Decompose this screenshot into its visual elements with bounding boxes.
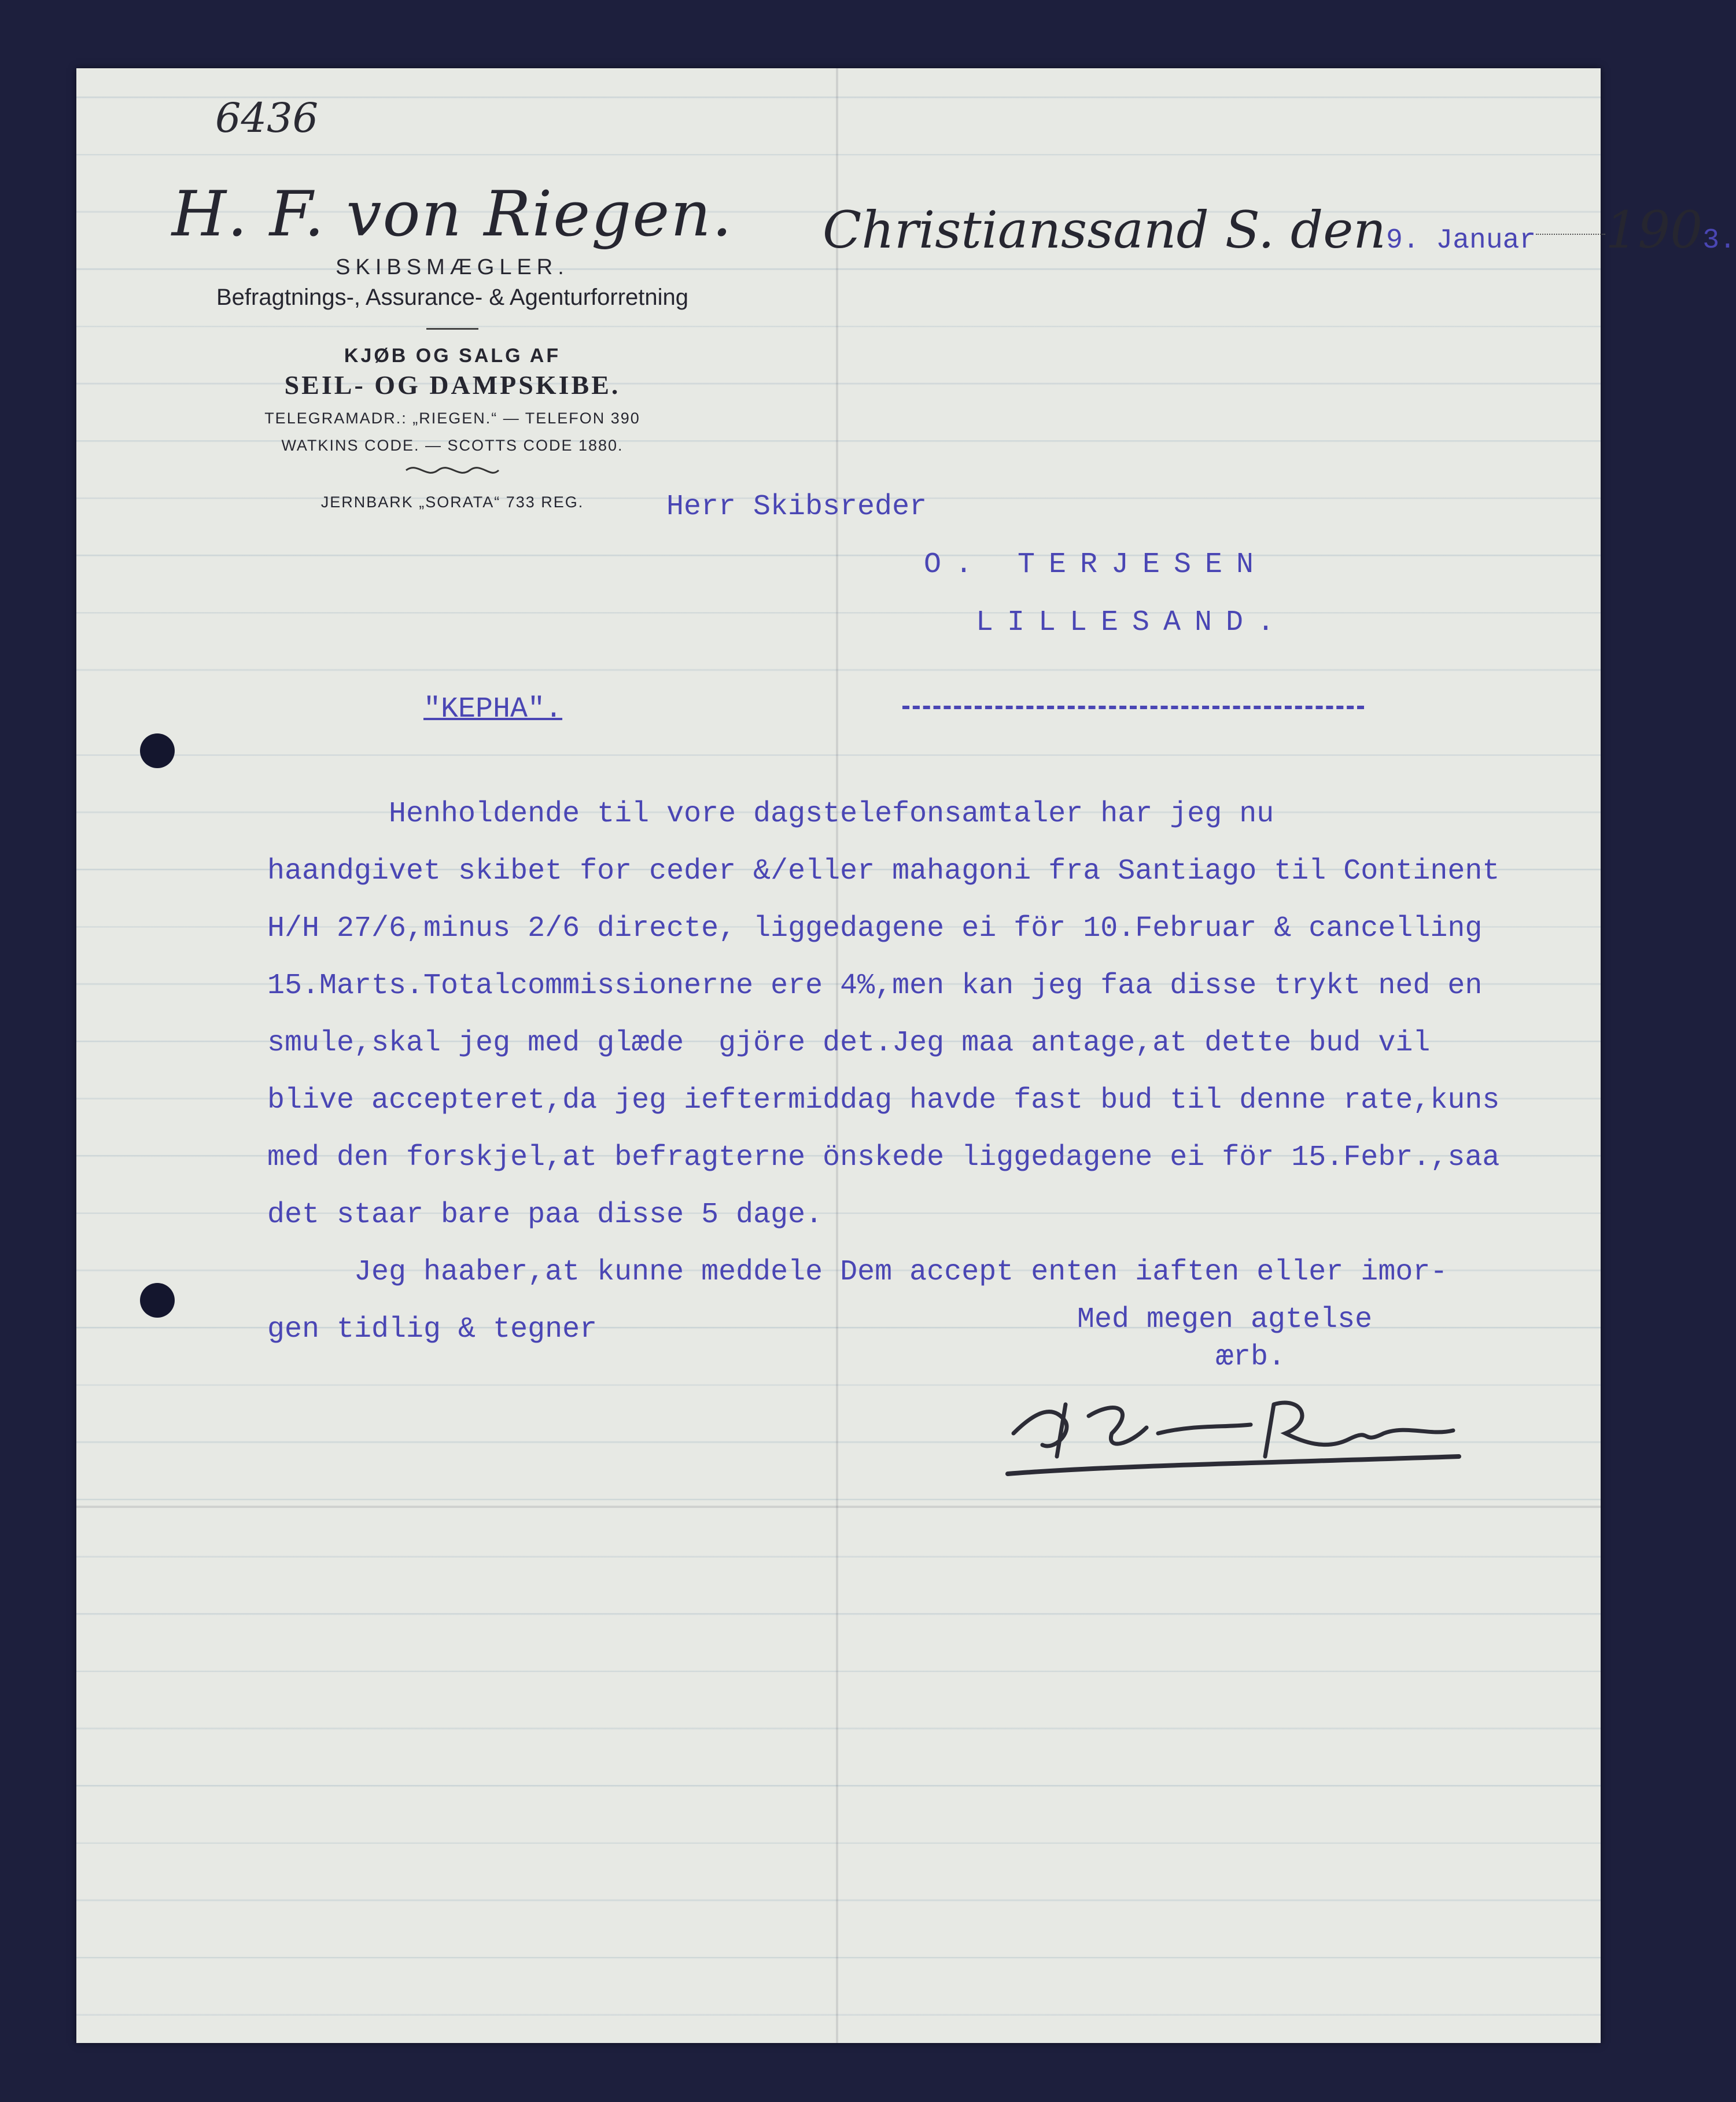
date-dotted-fill [1536,234,1605,235]
body-line: gen tidlig & tegner [267,1313,598,1346]
firm-title: SKIBSMÆGLER. [336,255,569,279]
trade-heading: KJØB OG SALG AF [344,345,561,367]
address-underline [902,706,1364,709]
dateline-year: 190 [1605,200,1703,260]
ornament-flourish [403,460,502,480]
trade-line: SEIL- OG DAMPSKIBE. [284,370,621,400]
codes-line: WATKINS CODE. — SCOTTS CODE 1880. [281,437,624,454]
body-line: H/H 27/6,minus 2/6 directe, liggedagene ei för 10.Februar & cancelling [267,912,1483,945]
dateline-year-typed: 3. [1702,225,1736,256]
letter-sheet [76,68,1736,2043]
body-line: med den forskjel,at befragterne önskede liggedagene ei för 15.Febr.,saa [267,1141,1500,1174]
dateline-place: Christianssand S. den [823,200,1386,260]
body-line: Henholdende til vore dagstelefonsamtaler har jeg nu [267,798,1274,831]
horizontal-fold [76,1506,1601,1508]
closing-abbrev: ærb. [1216,1341,1286,1374]
dateline-date: 9. Januar [1385,225,1536,256]
address-name: O. TERJESEN [924,548,1268,581]
body-line: Jeg haaber,at kunne meddele Dem accept enten iaften eller imor- [267,1256,1448,1289]
body-line: haandgivet skibet for ceder &/eller mahagoni fra Santiago til Continent [267,855,1500,888]
ship-line: JERNBARK „SORATA“ 733 REG. [320,493,584,511]
letterhead [163,178,742,511]
body-line: det staar bare paa disse 5 dage. [267,1198,823,1231]
body-line: 15.Marts.Totalcommissionerne ere 4%,men kan jeg faa disse trykt ned en [267,969,1483,1002]
address-salutation: Herr Skibsreder [666,491,927,523]
body-line: blive accepteret,da jeg ieftermiddag havde fast bud til denne rate,kuns [267,1084,1500,1117]
punch-hole-upper [140,733,175,768]
firm-name-script: H. F. von Riegen. [171,178,734,250]
subject-ship: "KEPHA". [423,693,563,726]
punch-hole-lower [140,1283,175,1318]
address-place: LILLESAND. [976,606,1289,639]
letterhead-divider [426,328,478,330]
dateline [823,200,1736,260]
firm-business: Befragtnings-, Assurance- & Agenturforretning [216,285,688,310]
handwritten-signature [1002,1370,1476,1491]
closing-line: Med megen agtelse [1077,1303,1373,1336]
archive-number: 6436 [215,94,319,142]
letter-body [267,786,1598,1358]
telegram-line: TELEGRAMADR.: „RIEGEN.“ — TELEFON 390 [264,410,640,427]
body-line: smule,skal jeg med glæde gjöre det.Jeg maa antage,at dette bud vil [267,1027,1431,1060]
